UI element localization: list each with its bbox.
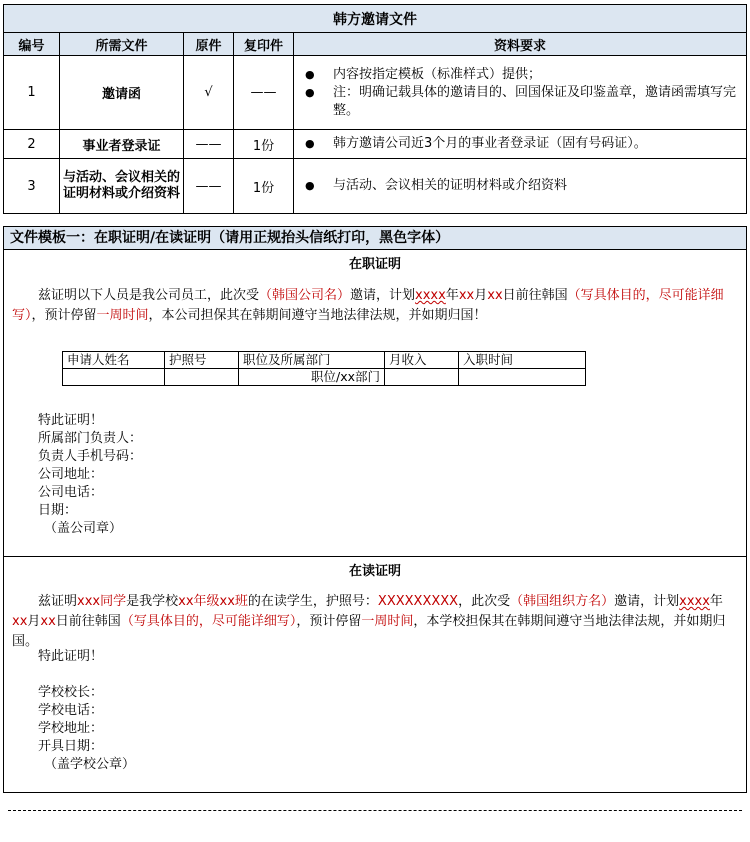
sign-line: （盖学校公章） xyxy=(44,757,136,772)
sign-line: 特此证明！ xyxy=(38,413,104,428)
original-mark: —— xyxy=(184,159,234,214)
table-cell xyxy=(459,369,586,386)
student-sign-block xyxy=(38,684,135,774)
sign-line: （盖公司章） xyxy=(44,521,123,536)
requirement-item: ● 注：明确记载具体的邀请目的、回国保证及印鉴盖章，邀请函需填写完整。 xyxy=(305,84,739,120)
employment-sign-block xyxy=(38,412,142,538)
copy-count: —— xyxy=(234,56,294,130)
requirements-cell xyxy=(294,159,747,214)
document-name: 事业者登录证 xyxy=(60,130,184,159)
sign-line: 日期： xyxy=(38,503,78,518)
original-mark: —— xyxy=(184,130,234,159)
column-header: 原件 xyxy=(184,33,234,56)
employment-paragraph: 兹证明以下人员是我公司员工，此次受（韩国公司名）邀请，计划xxxx年xx月xx日前往韩国（写具体目的，尽可能详细写），预计停留一周时间，本公司担保其在韩期间遵守当地法律法规，并如期归国！ xyxy=(12,288,724,323)
row-number: 1 xyxy=(4,56,60,130)
column-header: 编号 xyxy=(4,33,60,56)
requirement-item: ● 内容按指定模板（标准样式）提供； xyxy=(305,66,739,84)
column-header: 入职时间 xyxy=(459,352,586,369)
requirements-cell xyxy=(294,56,747,130)
document-name: 邀请函 xyxy=(60,56,184,130)
sign-line: 学校电话： xyxy=(38,703,104,718)
column-header: 资料要求 xyxy=(294,33,747,56)
student-certificate-title: 在读证明 xyxy=(348,564,401,579)
requirement-item: ● 韩方邀请公司近3个月的事业者登录证（固有号码证）。 xyxy=(305,135,739,153)
table-row xyxy=(4,56,747,130)
original-mark: √ xyxy=(184,56,234,130)
table-cell xyxy=(63,369,165,386)
table-row xyxy=(4,159,747,214)
requirement-item: ● 与活动、会议相关的证明材料或介绍资料 xyxy=(305,177,739,195)
employee-info-table xyxy=(62,351,586,386)
column-header: 复印件 xyxy=(234,33,294,56)
dashed-separator xyxy=(8,810,742,811)
row-number: 2 xyxy=(4,130,60,159)
column-header: 申请人姓名 xyxy=(63,352,165,369)
table-row xyxy=(4,130,747,159)
employment-certificate-title: 在职证明 xyxy=(348,257,401,272)
column-header: 护照号 xyxy=(165,352,239,369)
table-cell xyxy=(165,369,239,386)
section-divider xyxy=(4,556,746,557)
sign-line: 所属部门负责人： xyxy=(38,431,143,446)
sign-line: 开具日期： xyxy=(38,739,104,754)
template-box xyxy=(3,250,747,793)
sign-line: 学校校长： xyxy=(38,685,104,700)
row-number: 3 xyxy=(4,159,60,214)
copy-count: 1份 xyxy=(234,130,294,159)
sign-line: 公司电话： xyxy=(38,485,104,500)
document-name: 与活动、会议相关的证明材料或介绍资料 xyxy=(60,159,184,214)
template-header: 文件模板一：在职证明/在读证明（请用正规抬头信纸打印，黑色字体） xyxy=(3,226,747,250)
student-paragraph: 兹证明xxx同学是我学校xx年级xx班的在读学生，护照号：XXXXXXXXX，此次受（韩国组织方名）邀请，计划xxxx年xx月xx日前往韩国（写具体目的，尽可能详细写），预计停留一周时间，本学校担保其在韩期间遵守当地法律法规，并如期归国。 xyxy=(12,594,726,649)
sign-line: 公司地址： xyxy=(38,467,104,482)
requirements-table xyxy=(3,4,747,214)
column-header: 职位及所属部门 xyxy=(239,352,385,369)
copy-count: 1份 xyxy=(234,159,294,214)
table-cell xyxy=(385,369,459,386)
table-title: 韩方邀请文件 xyxy=(4,5,747,33)
sign-line: 负责人手机号码： xyxy=(38,449,143,464)
column-header: 所需文件 xyxy=(60,33,184,56)
student-thanks: 特此证明！ xyxy=(38,649,104,664)
table-cell: 职位/xx部门 xyxy=(239,369,385,386)
requirements-cell xyxy=(294,130,747,159)
column-header: 月收入 xyxy=(385,352,459,369)
sign-line: 学校地址： xyxy=(38,721,104,736)
